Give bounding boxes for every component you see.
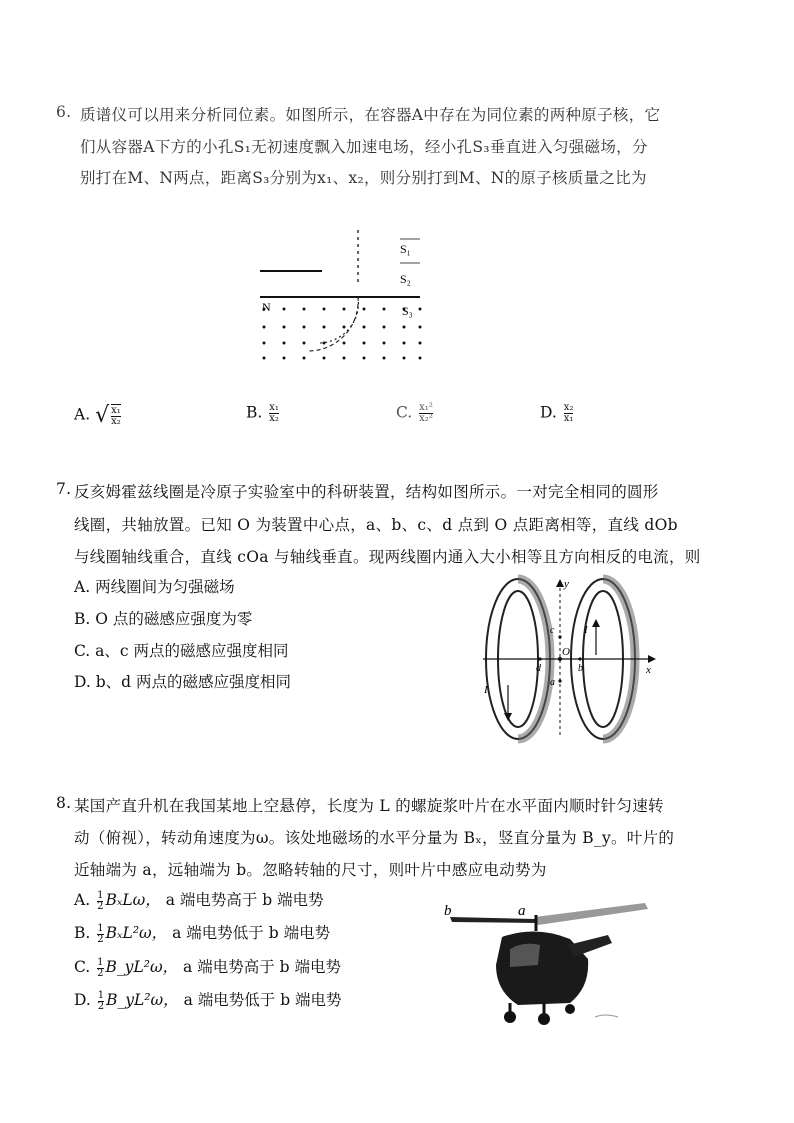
q8-option-b[interactable] (74, 921, 330, 945)
option-label: D. (540, 403, 557, 422)
label-d: d (536, 663, 541, 674)
label-current-right: I (584, 624, 588, 636)
label-current-left: I (484, 684, 488, 696)
option-expression: BₓLω， (105, 891, 161, 909)
q6-option-d[interactable] (540, 403, 575, 424)
axis-label-y: y (564, 578, 569, 590)
option-text: a 端电势高于 b 端电势 (183, 958, 341, 976)
q7-line-3: 与线圈轴线重合，直线 cOa 与轴线垂直。现两线圈内通入大小相等且方向相反的电流，则 (74, 548, 701, 566)
option-label: B. (74, 924, 91, 942)
q6-option-c[interactable] (396, 403, 435, 424)
option-text: 两线圈间为匀强磁场 (95, 578, 235, 596)
q8-option-a[interactable] (74, 888, 324, 912)
label-s1: S₁ (400, 242, 411, 256)
q7-option-b[interactable] (74, 607, 252, 629)
q7-option-a[interactable] (74, 575, 235, 597)
label-a: a (550, 677, 555, 688)
axis-label-x: x (646, 664, 651, 676)
q6-option-b[interactable] (246, 403, 281, 424)
label-s3: S₃ (402, 304, 413, 318)
label-a: a (518, 903, 526, 919)
option-label: D. (74, 991, 91, 1009)
q7-line-1: 反亥姆霍兹线圈是冷原子实验室中的科研装置，结构如图所示。一对完全相同的圆形 (74, 483, 659, 501)
q6-line-2: 们从容器A下方的小孔S₁无初速度飘入加速电场，经小孔S₃垂直进入匀强磁场，分 (80, 138, 648, 156)
option-label: D. (74, 673, 91, 691)
label-o: O (562, 646, 570, 658)
option-text: b、d 两点的磁感应强度相同 (95, 673, 292, 691)
helicopter-figure (440, 895, 660, 1035)
label-b: b (578, 663, 583, 674)
option-expression: BₓL²ω， (105, 924, 168, 942)
fraction-numerator: x₂ (563, 402, 574, 413)
option-text: a 端电势高于 b 端电势 (165, 891, 324, 909)
mass-spectrometer-figure (250, 225, 430, 365)
q6-line-3: 别打在M、N两点，距离S₃分别为x₁、x₂，则分别打到M、N的原子核质量之比为 (80, 169, 647, 187)
fraction-numerator: 1 (97, 956, 104, 968)
q8-line-2: 动（俯视），转动角速度为ω。该处地磁场的水平分量为 Bₓ，竖直分量为 B_y。叶片的 (74, 829, 675, 847)
fraction-numerator: 1 (97, 922, 104, 934)
fraction-numerator: 1 (97, 989, 105, 1001)
q6-line-1: 质谱仪可以用来分析同位素。如图所示，在容器A中存在为同位素的两种原子核，它 (80, 106, 661, 124)
fraction-denominator: x₂ (111, 416, 121, 427)
q8-option-d[interactable] (74, 988, 342, 1012)
fraction-denominator: 2 (97, 933, 104, 945)
option-label: A. (74, 891, 91, 909)
fraction-denominator: x₁ (563, 413, 574, 424)
fraction-numerator: x₁² (419, 402, 433, 413)
label-c: c (550, 625, 555, 636)
fraction-denominator: x₂ (269, 413, 279, 424)
q6-option-a[interactable] (74, 403, 123, 428)
q6-number: 6. (56, 103, 72, 121)
fraction-denominator: 2 (97, 1000, 105, 1012)
option-label: C. (74, 958, 91, 976)
option-label: A. (74, 578, 91, 596)
q8-line-3: 近轴端为 a，远轴端为 b。忽略转轴的尺寸，则叶片中感应电动势为 (74, 861, 547, 879)
option-label: C. (74, 642, 91, 660)
q8-number: 8. (56, 794, 72, 812)
fraction-numerator: x₁ (111, 405, 121, 416)
option-label: B. (74, 610, 91, 628)
label-s2: S₂ (400, 272, 411, 286)
q7-option-d[interactable] (74, 670, 291, 692)
label-n: N (262, 300, 271, 314)
option-text: a、c 两点的磁感应强度相同 (95, 642, 289, 660)
fraction-numerator: 1 (97, 889, 104, 901)
anti-helmholtz-coils-figure (478, 575, 658, 750)
option-text: a 端电势低于 b 端电势 (172, 924, 331, 942)
option-expression: B_yL²ω， (105, 958, 179, 976)
option-text: O 点的磁感应强度为零 (95, 610, 253, 628)
option-expression: B_yL²ω， (106, 991, 179, 1009)
sqrt-symbol: √ (95, 403, 110, 428)
option-label: A. (74, 405, 91, 424)
option-label: C. (396, 403, 413, 422)
q7-number: 7. (56, 480, 72, 498)
fraction-denominator: 2 (97, 900, 104, 912)
label-b: b (444, 903, 452, 919)
fraction-denominator: 2 (97, 967, 104, 979)
q8-option-c[interactable] (74, 955, 341, 979)
fraction-numerator: x₁ (269, 402, 279, 413)
fraction-denominator: x₂² (419, 413, 433, 424)
q7-option-c[interactable] (74, 639, 289, 661)
option-label: B. (246, 403, 263, 422)
q7-line-2: 线圈，共轴放置。已知 O 为装置中心点，a、b、c、d 点到 O 点距离相等，直线 dOb (74, 516, 678, 534)
option-text: a 端电势低于 b 端电势 (183, 991, 342, 1009)
q8-line-1: 某国产直升机在我国某地上空悬停，长度为 L 的螺旋浆叶片在水平面内顺时针匀速转 (74, 797, 664, 815)
